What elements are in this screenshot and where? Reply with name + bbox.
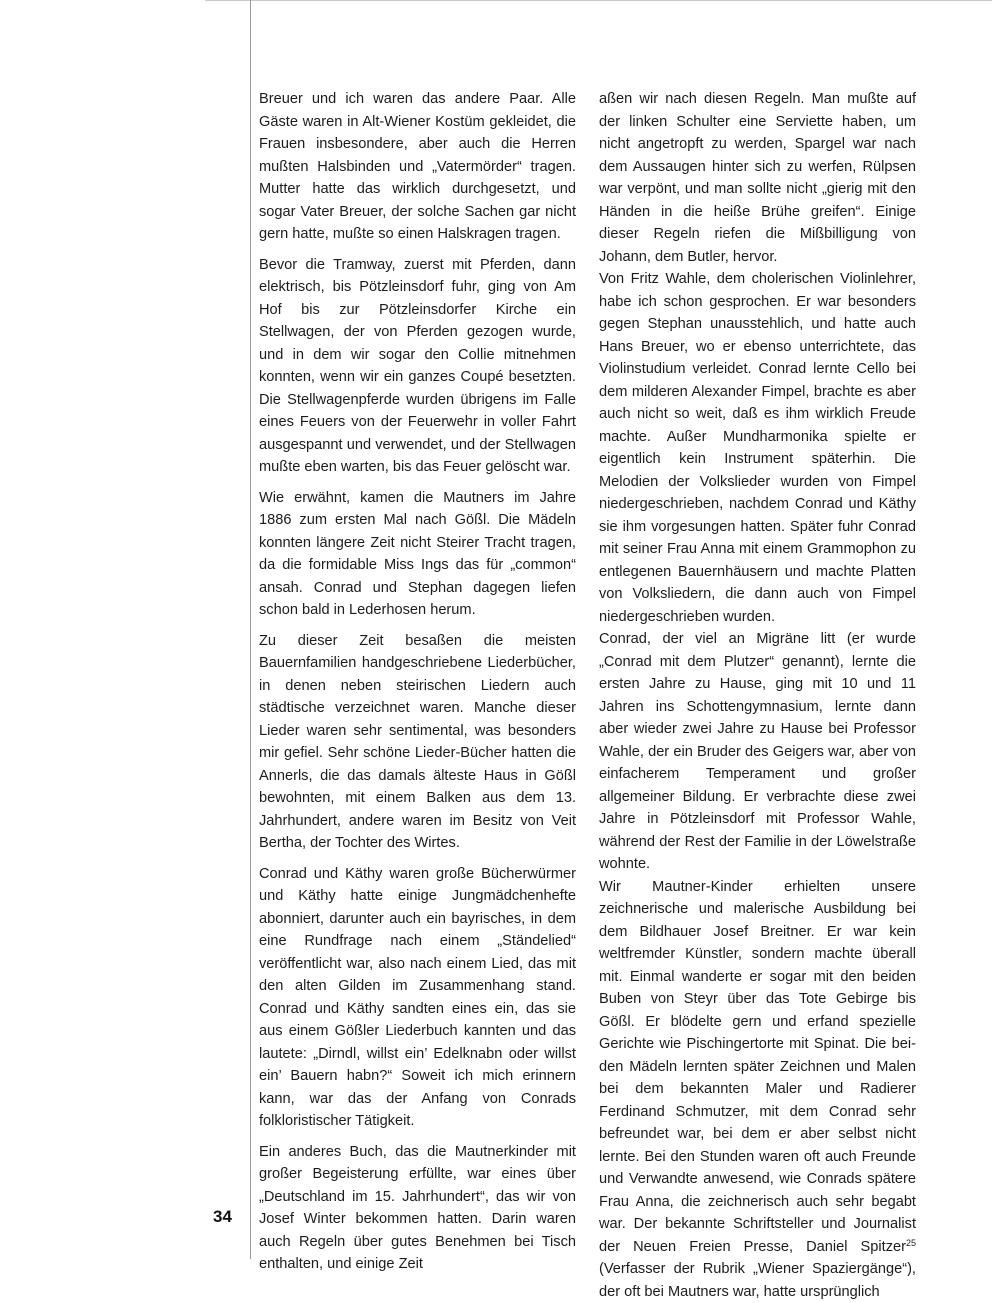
paragraph-text: (Verfasser der Rubrik „Wiener Spaziergänge“), der oft bei Mautners war, hatte ursprünglich	[599, 1261, 916, 1300]
paragraph: aßen wir nach diesen Regeln. Man mußte auf der linken Schulter eine Serviette haben, um nicht angetropft zu werden, Spargel war nach dem Aussaugen hinter sich zu werfen, Rülpsen war verpönt, und man sollte nicht „gierig mit den Händen in die heiße Brühe greifen“. Einige dieser Regeln riefen die Mißbilligung von Johann, dem Butler, hervor.	[599, 88, 916, 268]
paragraph-with-footnote	[599, 876, 916, 1303]
paragraph: Bevor die Tramway, zuerst mit Pferden, dann elektrisch, bis Pötzleinsdorf fuhr, ging von Am Hof bis zur Pötzleinsdorfer Kirche ein Stellwagen, der von Pferden gezogen wurde, und in dem wir sogar den Collie mitnehmen konnten, wenn wir ein ganzes Coupé besetzten. Die Stellwagenpferde wurden übrigens im Falle eines Feuers von der Feuerwehr in voller Fahrt ausgespannt und verwendet, und der Stellwagen mußte eben warten, bis das Feuer gelöscht war.	[259, 254, 576, 479]
paragraph: Breuer und ich waren das andere Paar. Alle Gäste waren in Alt-Wiener Kostüm gekleidet, die Frauen insbesondere, aber auch die Herren mußten Halsbinden und „Vatermörder“ tragen. Mutter hatte das wirklich durchgesetzt, und sogar Vater Breuer, der solche Sachen gar nicht gern hatte, mußte so einen Halskragen tragen.	[259, 88, 576, 246]
paragraph: Wie erwähnt, kamen die Mautners im Jahre 1886 zum ersten Mal nach Gößl. Die Mädeln konnten längere Zeit nicht Steirer Tracht tragen, da die formidable Miss Ings das für „common“ ansah. Conrad und Stephan dagegen liefen schon bald in Lederhosen herum.	[259, 487, 576, 622]
left-text-column	[259, 88, 576, 1284]
paragraph-text: Wir Mautner-Kinder erhielten unsere zeichnerische und malerische Ausbildung bei dem Bildhauer Josef Breitner. Er war kein weltfremder Künstler, sondern machte überall mit. Einmal wanderte er sogar mit den beiden Buben von Steyr über das Tote Gebirge bis Gößl. Er blödelte gern und erfand spezielle Gerichte wie Pischingertorte mit Spinat. Die beiden Mädeln lernten später Zeichnen und Malen bei dem bekannten Maler und Radierer Ferdinand Schmutzer, mit dem Conrad sehr befreundet war, bei dem er aber selbst nicht lernte. Bei den Stunden waren oft auch Freunde und Verwandte anwesend, wie Conrads spätere Frau Anna, die zeichnerisch auch sehr begabt war. Der bekannte Schriftsteller und Journalist der Neuen Freien Presse, Daniel Spitzer	[599, 879, 916, 1255]
paragraph: Conrad, der viel an Migräne litt (er wurde „Conrad mit dem Plutzer“ genannt), lernte die ersten Jahre zu Hause, ging mit 10 und 11 Jahren ins Schottengymnasium, lernte dann aber wieder zwei Jahre zu Hause bei Professor Wahle, der ein Bruder des Geigers war, aber von einfacherem Temperament und großer allgemeiner Bildung. Er verbrachte diese zwei Jahre in Pötzleinsdorf mit Professor Wahle, während der Rest der Familie in der Löwelstraße wohnte.	[599, 628, 916, 876]
top-edge-rule	[205, 0, 992, 1]
page-number: 34	[213, 1207, 232, 1227]
footnote-marker[interactable]: 25	[906, 1238, 916, 1248]
right-text-column	[599, 88, 916, 1303]
paragraph: Zu dieser Zeit besaßen die meisten Bauernfamilien handgeschriebene Liederbücher, in denen neben steirischen Liedern auch städtische verzeichnet waren. Manche dieser Lieder waren sehr sentimental, was besonders mir gefiel. Sehr schöne Lieder-Bücher hatten die Annerls, die das damals älteste Haus in Gößl bewohnten, mit einem Balken aus dem 13. Jahrhundert, andere waren im Besitz von Veit Bertha, der Tochter des Wirtes.	[259, 630, 576, 855]
paragraph: Conrad und Käthy waren große Bücherwürmer und Käthy hatte einige Jungmädchenhefte abonniert, darunter auch ein bayrisches, in dem eine Rundfrage nach einem „Ständelied“ veröffentlicht war, also nach einem Lied, das mit den alten Gilden im Zusammenhang stand. Conrad und Käthy sandten eines ein, das sie aus einem Gößler Liederbuch kannten und das lautete: „Dirndl, willst ein’ Edelknabn oder willst ein’ Bauern habn?“ Soweit ich mich erinnern kann, war das der Anfang von Conrads folkloristischer Tätigkeit.	[259, 863, 576, 1133]
paragraph: Ein anderes Buch, das die Mautnerkinder mit großer Begeisterung erfüllte, war eines über „Deutschland im 15. Jahrhundert“, das wir von Josef Winter bekommen hatten. Darin waren auch Regeln über gutes Benehmen bei Tisch enthalten, und einige Zeit	[259, 1141, 576, 1276]
paragraph: Von Fritz Wahle, dem cholerischen Violinlehrer, habe ich schon gesprochen. Er war besonders gegen Stephan unausstehlich, und hatte auch Hans Breuer, wo er ebenso unterrichtete, das Violinstudium verleidet. Conrad lernte Cello bei dem milderen Alexander Fimpel, brachte es aber auch nicht so weit, daß es ihm wirklich Freude machte. Außer Mundharmonika spielte er eigentlich kein Instrument späterhin. Die Melodien der Volkslieder wurden von Fimpel niedergeschrieben, nachdem Conrad und Käthy sie ihm vorgesungen hatten. Später fuhr Conrad mit seiner Frau Anna mit einem Grammophon zu entlegenen Bauernhäusern und machte Platten von Volksliedern, die dann auch von Fimpel niedergeschrieben wurden.	[599, 268, 916, 628]
gutter-rule	[250, 0, 251, 1259]
